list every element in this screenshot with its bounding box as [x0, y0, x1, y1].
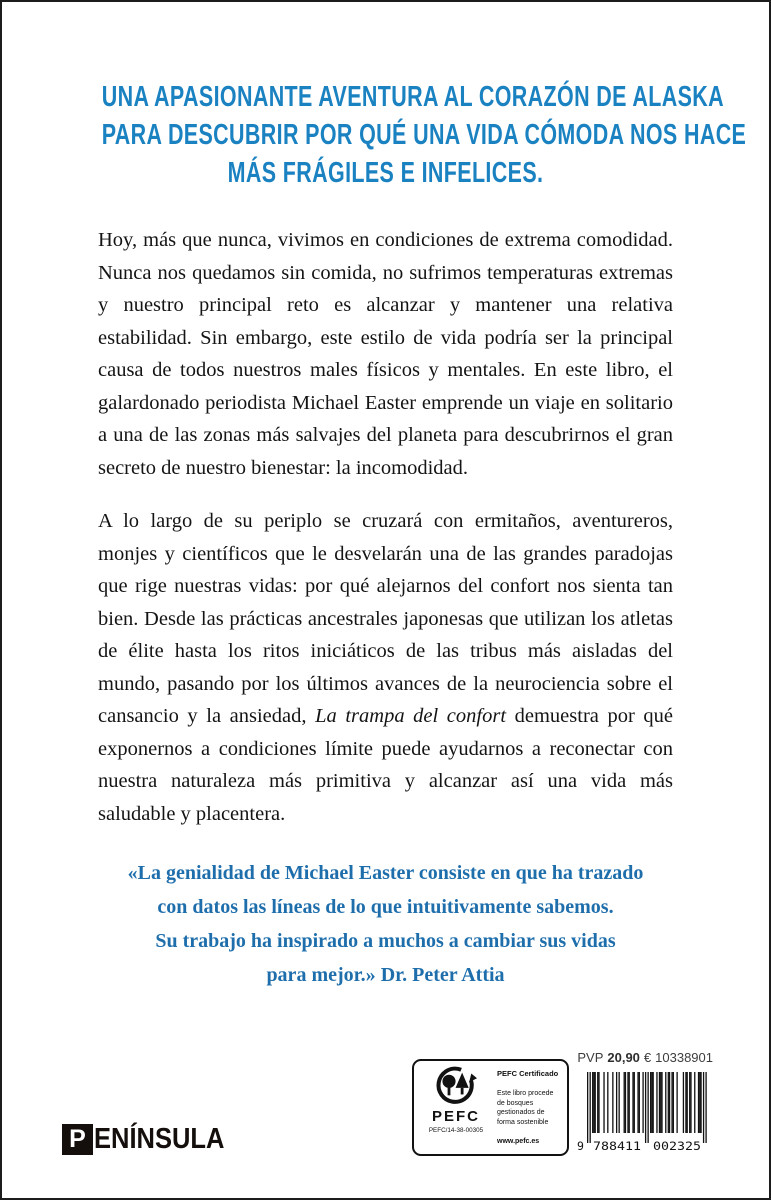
barcode: [577, 1072, 713, 1152]
publisher-logo: [62, 1123, 242, 1156]
pefc-left-column: [420, 1066, 492, 1150]
quote-line: «La genialidad de Michael Easter consiste en que ha trazado: [127, 862, 644, 884]
quote-line: [2, 958, 769, 992]
synopsis-paragraph-1: Hoy, más que nunca, vivimos en condiciones de extrema comodidad. Nunca nos quedamos sin comida, no sufrimos temperaturas extremas y nuestro principal reto es alcanzar y mantener una relativa estabilidad. Sin embargo, este estilo de vida podría ser la principal causa de todos nuestros males físicos y mentales. En este libro, el galardonado periodista Michael Easter emprende un viaje en solitario a una de las zonas más salvajes del planeta para descubrirnos el gran secreto de nuestro bienestar: la incomodidad.: [98, 229, 673, 479]
barcode-digit-group: 788411: [593, 1139, 642, 1152]
pefc-certification-label: [412, 1059, 569, 1156]
synopsis-paragraph-2: [98, 505, 673, 830]
pefc-right-column: [492, 1066, 561, 1150]
pefc-name: PEFC: [431, 1108, 480, 1125]
paragraph2-text-before: A lo largo de su periplo se cruzará con ermitaños, aventureros, monjes y científicos que le desvelarán una de las grandes paradojas que rige nuestras vidas: por qué alejarnos del confort nos sienta tan bien. Desde las prácticas ancestrales japonesas que utilizan los atletas de élite hasta los ritos iniciáticos de las tribus más aisladas del mundo, pasando por los últimos avances de la neurociencia sobre el cansancio y la ansiedad,: [98, 510, 673, 727]
price-amount: 20,90: [607, 1050, 640, 1065]
headline-line: PARA DESCUBRIR POR QUÉ UNA VIDA CÓMODA NOS HACE: [101, 119, 747, 151]
quote-attribution: Dr. Peter Attia: [380, 964, 505, 986]
headline-line: MÁS FRÁGILES E INFELICES.: [227, 157, 544, 189]
price-and-barcode: [577, 1050, 713, 1152]
price-line: [577, 1050, 713, 1065]
quote-line-end: para mejor.»: [266, 964, 381, 986]
synopsis: [2, 224, 769, 830]
review-quote: [2, 856, 769, 992]
paragraph2-text-after: demuestra por qué exponernos a condiciones límite puede ayudarnos a reconectar con nuestra naturaleza más primitiva y alcanzar así una vida más saludable y placentera.: [98, 705, 673, 825]
barcode-digit-group: 002325: [653, 1139, 701, 1152]
price-currency: €: [643, 1050, 652, 1065]
pefc-url: www.pefc.es: [497, 1138, 540, 1145]
barcode-digit-group: 9: [577, 1139, 584, 1152]
barcode-svg: [577, 1072, 711, 1152]
price-code: 10338901: [655, 1050, 713, 1065]
quote-line: con datos las líneas de lo que intuitivamente sabemos.: [157, 896, 614, 918]
publisher-logo-mark: P: [62, 1124, 93, 1155]
pefc-cert-code: PEFC/14-38-00305: [428, 1126, 484, 1134]
book-title-italic: La trampa del confort: [315, 705, 507, 727]
publisher-logo-text: ENÍNSULA: [94, 1123, 225, 1155]
quote-line: Su trabajo ha inspirado a muchos a cambiar sus vidas: [155, 930, 616, 952]
headline: [101, 78, 747, 192]
pefc-trees-icon: [433, 1066, 479, 1108]
headline-line: UNA APASIONANTE AVENTURA AL CORAZÓN DE ALASKA: [101, 81, 725, 113]
pefc-description: Este libro procede de bosques gestionados de forma sostenible: [497, 1090, 554, 1126]
pefc-title: PEFC Certificado: [497, 1069, 559, 1078]
price-label: PVP: [577, 1050, 604, 1065]
